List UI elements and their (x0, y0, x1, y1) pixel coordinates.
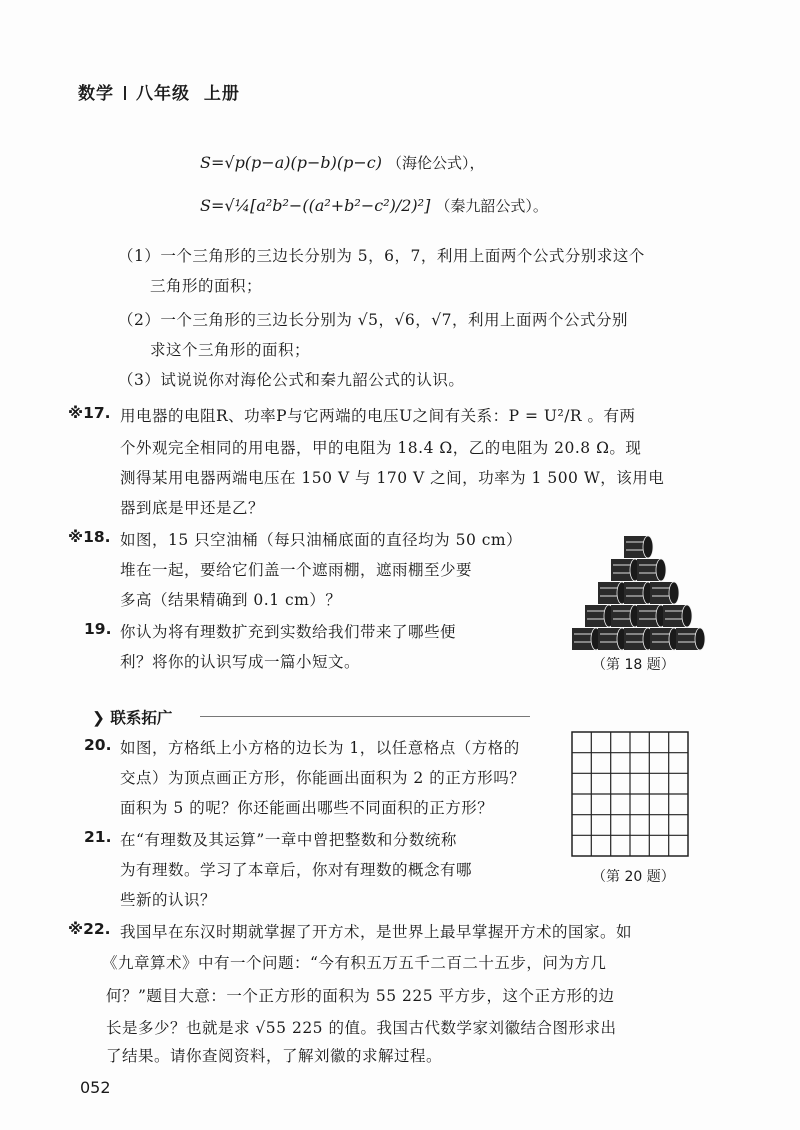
q17-number: ※17. (68, 404, 111, 422)
drum-row-3 (598, 582, 679, 604)
section-heading (92, 706, 172, 728)
chevron-right-icon: ❯ (92, 709, 105, 727)
qin-formula (200, 195, 548, 216)
q18-number: ※18. (68, 528, 111, 546)
q16-part1-line2: 三角形的面积； (150, 277, 263, 295)
q21-line2: 为有理数。学习了本章后，你对有理数的概念有哪 (120, 861, 473, 879)
header-volume: 上册 (203, 84, 240, 104)
qin-formula-text: S=√¼[a²b²−((a²+b²−c²)/2)²] (200, 196, 431, 215)
q18-line3: 多高（结果精确到 0.1 cm）？ (120, 591, 342, 609)
heron-formula (200, 152, 485, 173)
section-title: 联系拓广 (110, 709, 173, 727)
q16-part2-line1: （2）一个三角形的三边长分别为 √5，√6，√7，利用上面两个公式分别 (118, 311, 629, 329)
q19-line1: 你认为将有理数扩充到实数给我们带来了哪些便 (120, 623, 457, 641)
qin-formula-note: （秦九韶公式）。 (435, 197, 548, 215)
drum-row-1 (624, 536, 653, 558)
header-subject: 数学 (78, 84, 114, 104)
q21-line1: 在“有理数及其运算”一章中曾把整数和分数统称 (120, 831, 457, 849)
drum-row-2 (611, 559, 666, 581)
q22-line3: 何？”题目大意：一个正方形的面积为 55 225 平方步，这个正方形的边 (106, 987, 615, 1005)
oil-drum-stack-figure (570, 512, 710, 654)
heron-formula-note: （海伦公式）， (387, 154, 485, 172)
q20-caption: （第 20 题） (592, 869, 675, 885)
drum-row-4 (585, 605, 692, 627)
page-header (78, 79, 240, 104)
q17-line4: 器到底是甲还是乙？ (120, 499, 265, 517)
header-divider (124, 86, 126, 100)
q20-number: 20. (84, 736, 112, 754)
page-number: 052 (80, 1078, 111, 1097)
q19-number: 19. (84, 620, 112, 638)
q22-line1: 我国早在东汉时期就掌握了开方术，是世界上最早掌握开方术的国家。如 (120, 923, 633, 941)
header-grade: 八年级 (136, 84, 190, 104)
q16-part1-line1: （1）一个三角形的三边长分别为 5，6，7，利用上面两个公式分别求这个 (118, 247, 645, 265)
q22-line2: 《九章算术》中有一个问题：“今有积五万五千二百二十五步，问为方几 (102, 954, 607, 972)
q17-line1: 用电器的电阻R、功率P与它两端的电压U之间有关系：P = U²/R 。有两 (120, 407, 636, 425)
heron-formula-text: S=√p(p−a)(p−b)(p−c) (200, 153, 382, 172)
square-grid-figure (570, 730, 692, 860)
q17-line2: 个外观完全相同的用电器，甲的电阻为 18.4 Ω，乙的电阻为 20.8 Ω。现 (120, 439, 642, 457)
q17-line3: 测得某用电器两端电压在 150 V 与 170 V 之间，功率为 1 500 W，该用电 (120, 469, 665, 487)
drum-row-5 (572, 628, 705, 650)
q22-line5: 了结果。请你查阅资料，了解刘徽的求解过程。 (106, 1047, 443, 1065)
q20-line1: 如图，方格纸上小方格的边长为 1，以任意格点（方格的 (120, 739, 520, 757)
section-divider (200, 716, 530, 717)
q20-line2: 交点）为顶点画正方形，你能画出面积为 2 的正方形吗？ (120, 769, 526, 787)
q16-part2-line2: 求这个三角形的面积； (150, 341, 311, 359)
q18-line2: 堆在一起，要给它们盖一个遮雨棚，遮雨棚至少要 (120, 561, 473, 579)
q22-line4: 长是多少？也就是求 √55 225 的值。我国古代数学家刘徽结合图形求出 (106, 1019, 617, 1037)
q21-line3: 些新的认识？ (120, 891, 217, 909)
q21-number: 21. (84, 828, 112, 846)
q18-line1: 如图，15 只空油桶（每只油桶底面的直径均为 50 cm） (120, 531, 523, 549)
q22-number: ※22. (68, 920, 111, 938)
q19-line2: 利？将你的认识写成一篇小短文。 (120, 653, 361, 671)
q16-part3: （3）试说说你对海伦公式和秦九韶公式的认识。 (118, 371, 465, 389)
q18-caption: （第 18 题） (592, 657, 675, 673)
q20-line3: 面积为 5 的呢？你还能画出哪些不同面积的正方形？ (120, 799, 494, 817)
